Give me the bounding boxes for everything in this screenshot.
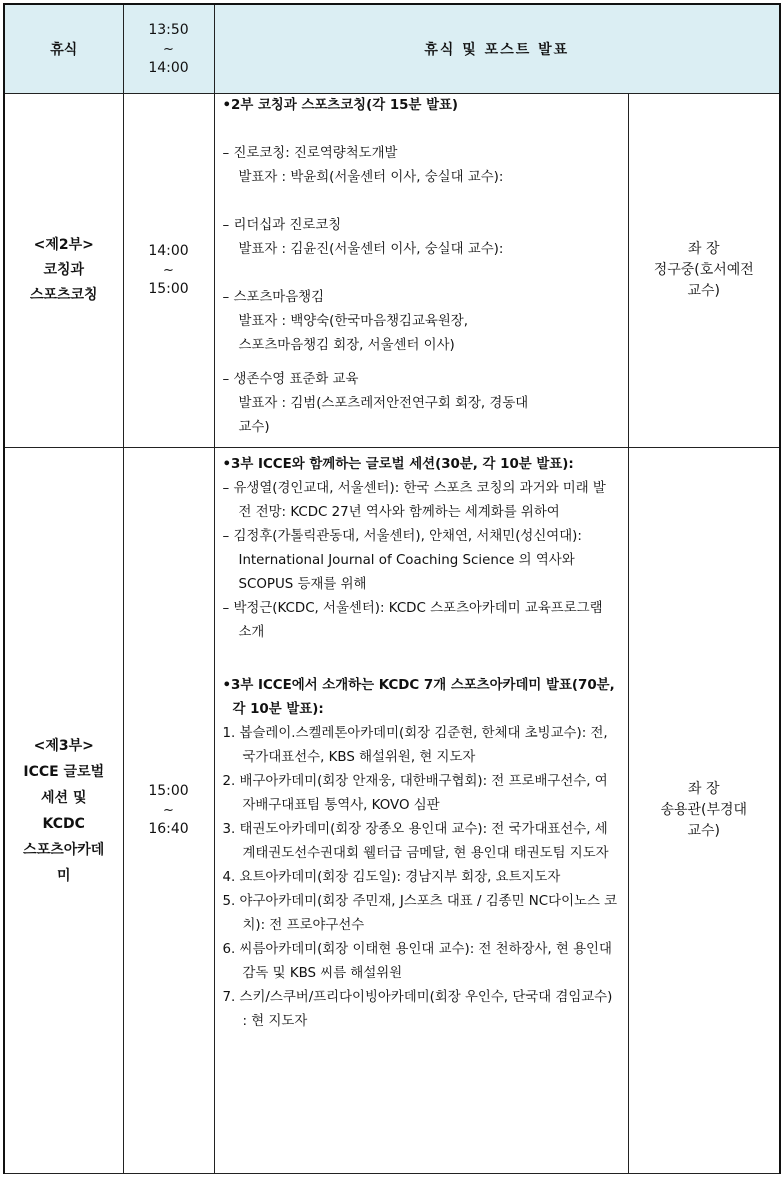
part3-academy-item: 4. 요트아카데미(회장 김도일): 경남지부 회장, 요트지도자: [222, 870, 561, 885]
part3-academy-item: 2. 배구아카데미(회장 안재웅, 대한배구협회): 전 프로배구선수, 여자배구대표팀 통역사, KOVO 심판: [222, 774, 608, 813]
part3-global-item: – 김정후(가톨릭관동대, 서울센터), 안채연, 서채민(성신여대): International Journal of Coaching Science 의 역사와 SCOPUS 등재를 위해: [222, 529, 582, 592]
part2-time-start: 14:00: [148, 243, 189, 259]
break-time-end: 14:00: [148, 59, 189, 76]
part3-time-cell: [123, 448, 214, 1174]
part2-item: [223, 368, 618, 440]
part3-row: [4, 448, 780, 1174]
part2-item: [223, 286, 618, 358]
part3-academy-item: 6. 씨름아카데미(회장 이태현 용인대 교수): 전 천하장사, 현 용인대 감독 및 KBS 씨름 해설위원: [222, 942, 612, 981]
part2-item-presenter: 발표자 : 김범(스포츠레저안전연구회 회장, 경동대: [238, 396, 529, 411]
break-title: 휴식 및 포스트 발표: [424, 42, 570, 58]
break-time-cell: [123, 4, 214, 94]
part2-row: [4, 94, 780, 448]
part2-name-line3: 스포츠코칭: [29, 287, 98, 303]
part3-name-line6: 미: [56, 867, 71, 884]
part3-session-cell: [4, 448, 123, 1174]
part2-chair-affil: 교수): [687, 283, 721, 299]
part2-item-presenter: 발표자 : 김윤진(서울센터 이사, 숭실대 교수):: [238, 242, 504, 257]
part2-item-presenter-cont: 교수): [238, 420, 270, 435]
break-time-tilde: ~: [163, 41, 174, 57]
part2-item-presenter: 발표자 : 백양숙(한국마음챙김교육원장,: [238, 314, 468, 329]
break-row: [4, 4, 780, 94]
part3-time-start: 15:00: [148, 783, 189, 799]
part3-chair-name: 송용관(부경대: [660, 802, 748, 818]
part3-name-line3: 세션 및: [41, 789, 87, 806]
part2-time-cell: [123, 94, 214, 448]
part3-name-line5: 스포츠아카데: [23, 841, 105, 858]
part3-academy-item: 3. 태권도아카데미(회장 장종오 용인대 교수): 전 국가대표선수, 세계태권도선수권대회 웰터급 금메달, 현 용인대 태권도팀 지도자: [222, 822, 609, 861]
break-session-cell: [4, 4, 123, 94]
part3-content-cell: [214, 448, 628, 1174]
part2-item-title: – 진로코칭: 진로역량척도개발: [222, 146, 398, 161]
part3-time-end: 16:40: [148, 821, 189, 837]
part3-time-tilde: ~: [163, 803, 174, 818]
part3-chair-cell: [628, 448, 780, 1174]
part2-name-line1: <제2부>: [33, 237, 94, 253]
part2-item-presenter-cont: 스포츠마음챙김 회장, 서울센터 이사): [238, 338, 455, 353]
part3-name-line4: KCDC: [42, 815, 85, 832]
part2-time-tilde: ~: [163, 263, 174, 278]
part3-heading-academy: •3부 ICCE에서 소개하는 KCDC 7개 스포츠아카데미 발표(70분, 각 10분 발표):: [222, 678, 615, 717]
part2-item: [223, 142, 618, 190]
part2-item: [223, 214, 618, 262]
break-session-name: 휴식: [50, 42, 78, 58]
part3-global-item: – 유생열(경인교대, 서울센터): 한국 스포츠 코칭의 과거와 미래 발전 전망: KCDC 27년 역사와 함께하는 세계화를 위하여: [222, 481, 606, 520]
part2-content-cell: [214, 94, 628, 448]
part2-item-title: – 리더십과 진로코칭: [222, 218, 342, 233]
part2-chair-label: 좌 장: [688, 241, 720, 257]
part2-session-cell: [4, 94, 123, 448]
part2-time-end: 15:00: [148, 281, 189, 297]
part3-chair-label: 좌 장: [688, 781, 720, 797]
part3-academy-item: 1. 봅슬레이.스켈레톤아카데미(회장 김준현, 한체대 초빙교수): 전, 국가대표선수, KBS 해설위원, 현 지도자: [222, 726, 608, 765]
part2-item-title: – 생존수영 표준화 교육: [222, 372, 359, 387]
part2-item-title: – 스포츠마음챙김: [222, 290, 324, 305]
break-time-start: 13:50: [148, 21, 189, 38]
break-title-cell: [214, 4, 780, 94]
part3-academy-item: 5. 야구아카데미(회장 주민재, J스포츠 대표 / 김종민 NC다이노스 코치): 전 프로야구선수: [222, 894, 618, 933]
part2-chair-cell: [628, 94, 780, 448]
part3-academy-item: 7. 스키/스쿠버/프리다이빙아카데미(회장 우인수, 단국대 겸임교수) : 현 지도자: [222, 990, 613, 1029]
part2-chair-name: 정구중(호서예전: [653, 262, 754, 278]
schedule-table: [3, 3, 781, 1174]
part3-heading-global: •3부 ICCE와 함께하는 글로벌 세션(30분, 각 10분 발표):: [222, 457, 574, 472]
part3-name-line2: ICCE 글로벌: [23, 763, 105, 780]
part2-item-presenter: 발표자 : 박윤희(서울센터 이사, 숭실대 교수):: [238, 170, 504, 185]
part3-global-item: – 박정근(KCDC, 서울센터): KCDC 스포츠아카데미 교육프로그램 소개: [222, 601, 603, 640]
part3-chair-affil: 교수): [687, 823, 721, 839]
part3-name-line1: <제3부>: [33, 737, 94, 754]
part2-heading: •2부 코칭과 스포츠코칭(각 15분 발표): [222, 98, 459, 113]
part2-name-line2: 코칭과: [43, 262, 85, 278]
